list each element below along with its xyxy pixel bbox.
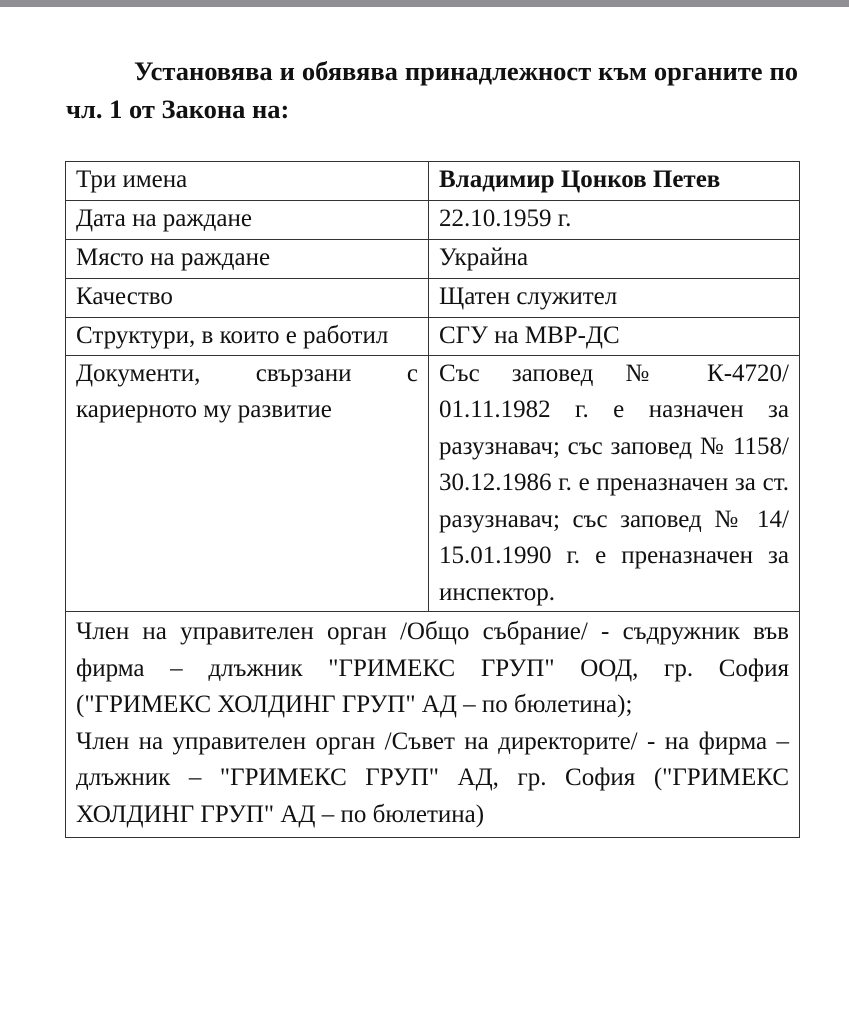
table-row-full-name bbox=[66, 162, 800, 201]
membership-cell bbox=[66, 612, 800, 838]
membership-paragraph-1: Член на управителен орган /Общо събрание/ - съдружник във фирма – длъжник "ГРИМЕКС ГРУП" ООД, гр. София ("ГРИМЕКС ХОЛДИНГ ГРУП" АД – по бюлетина); bbox=[76, 618, 789, 718]
person-info-table bbox=[65, 161, 800, 838]
value-structures: СГУ на МВР-ДС bbox=[429, 318, 800, 356]
label-capacity: Качество bbox=[66, 279, 429, 318]
membership-paragraph-2: Член на управителен орган /Съвет на директорите/ - на фирма –длъжник – "ГРИМЕКС ГРУП" АД, гр. София ("ГРИМЕКС ХОЛДИНГ ГРУП" АД – по бюлетина) bbox=[76, 727, 789, 828]
value-career-documents: Със заповед № К-4720/ 01.11.1982 г. е назначен за разузнавач; със заповед № 1158/ 30.12.1986 г. е преназначен за ст. разузнавач; със заповед № 14/ 15.01.1990 г. е преназначен за инспектор. bbox=[429, 355, 800, 612]
label-structures: Структури, в които е работил bbox=[66, 318, 429, 356]
label-birth-place: Място на раждане bbox=[66, 240, 429, 279]
value-birth-date: 22.10.1959 г. bbox=[429, 201, 800, 240]
document-heading bbox=[66, 52, 798, 128]
table-row-career-documents bbox=[66, 355, 800, 612]
table-row-capacity bbox=[66, 279, 800, 318]
value-full-name: Владимир Цонков Петев bbox=[429, 162, 800, 201]
value-birth-place: Украйна bbox=[429, 240, 800, 279]
label-birth-date: Дата на раждане bbox=[66, 201, 429, 240]
value-capacity: Щатен служител bbox=[429, 279, 800, 318]
table-row-birth-place bbox=[66, 240, 800, 279]
table-row-structures bbox=[66, 318, 800, 356]
table-row-membership bbox=[66, 612, 800, 838]
table-row-birth-date bbox=[66, 201, 800, 240]
heading-text: Установява и обявява принадлежност към органите по чл. 1 от Закона на: bbox=[66, 56, 798, 124]
top-edge-strip bbox=[0, 0, 849, 7]
label-full-name: Три имена bbox=[66, 162, 429, 201]
label-career-documents: Документи, свързани с кариерното му развитие bbox=[66, 355, 429, 612]
